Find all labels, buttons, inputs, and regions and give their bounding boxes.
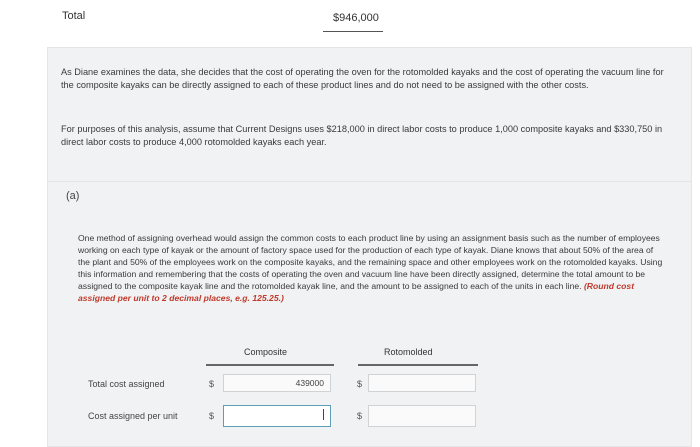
part-a-question: [78, 232, 663, 305]
currency-symbol: $: [357, 411, 363, 421]
column-rule-rotomolded: [358, 364, 478, 366]
total-underline: [323, 31, 383, 32]
currency-symbol: $: [357, 379, 363, 389]
column-header-rotomolded: Rotomolded: [384, 347, 433, 357]
question-text: One method of assigning overhead would assign the common costs to each product line by using an assignment basis such as the number of employees working on each type of kayak or the amount of factory space used for the production of each type of kayak. Diane knows that about 50% of the area of the plant and 50% of the employees work on the composite kayaks, and the remaining space and other employees work on the rotomolded kayaks. Using this information and remembering that the costs of operating the oven and vacuum line have been directly assigned, determine the total amount to be assigned to the composite kayak line and the rotomolded kayak line, and the amount to be assigned to each of the units in each line.: [78, 233, 663, 292]
rotomolded-total-cost-input[interactable]: [368, 374, 476, 392]
row-label-total-cost: Total cost assigned: [88, 379, 165, 389]
text-cursor: [323, 409, 324, 420]
currency-symbol: $: [209, 411, 215, 421]
row-label-cost-per-unit: Cost assigned per unit: [88, 411, 178, 421]
part-a-panel: [47, 181, 692, 447]
info-paragraph-1: As Diane examines the data, she decides that the cost of operating the oven for the rotomolded kayaks and the cost of operating the vacuum line for the composite kayaks can be directly assigned to each of these product lines and do not need to be assigned with the other costs.: [61, 67, 664, 90]
column-header-composite: Composite: [244, 347, 288, 357]
info-paragraph-2: For purposes of this analysis, assume that Current Designs uses $218,000 in direct labor costs to produce 1,000 composite kayaks and $330,750 in direct labor costs to produce 4,000 rotomolded kayaks each year.: [61, 124, 663, 147]
column-rule-composite: [206, 364, 334, 366]
composite-total-cost-input[interactable]: 439000: [223, 374, 331, 392]
part-a-label: (a): [66, 190, 80, 202]
total-amount: $946,000: [333, 12, 379, 24]
rotomolded-cost-per-unit-input[interactable]: [368, 405, 476, 427]
rounding-instruction: (Round cost assigned per unit to 2 decimal places, e.g. 125.25.): [78, 281, 635, 304]
currency-symbol: $: [209, 379, 215, 389]
total-row: [0, 0, 700, 38]
composite-cost-per-unit-input[interactable]: [223, 405, 331, 427]
cost-assignment-table: [78, 342, 518, 442]
total-label: Total: [62, 10, 86, 22]
